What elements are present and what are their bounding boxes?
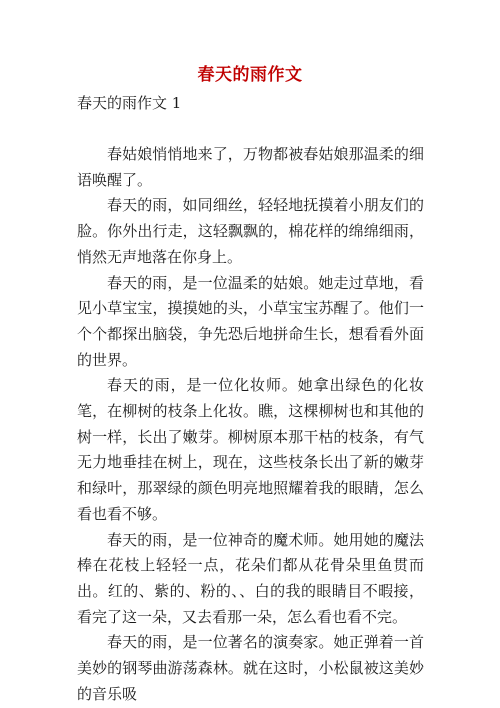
paragraph: 春姑娘悄悄地来了，万物都被春姑娘那温柔的细语唤醒了。	[77, 145, 424, 189]
paragraph: 春天的雨，如同细丝，轻轻地抚摸着小朋友们的脸。你外出行走，这轻飘飘的，棉花样的绵绵细雨，悄然无声地落在你身上。	[77, 196, 424, 266]
document-body	[77, 142, 424, 707]
paragraph: 春天的雨，是一位神奇的魔术师。她用她的魔法棒在花枝上轻轻一点，花朵们都从花骨朵里鱼贯而出。红的、紫的、粉的、、白的我的眼睛目不暇接，看完了这一朵，又去看那一朵，怎么看也看不完。	[77, 530, 424, 626]
document-subtitle: 春天的雨作文 1	[77, 94, 182, 112]
paragraph: 春天的雨，是一位化妆师。她拿出绿色的化妆笔，在柳树的枝条上化妆。瞧，这棵柳树也和其他的树一样，长出了嫩芽。柳树原本那干枯的枝条，有气无力地垂挂在树上，现在，这些枝条长出了新的嫩芽和绿叶，那翠绿的颜色明亮地照耀着我的眼睛，怎么看也看不够。	[77, 376, 424, 523]
paragraph: 春天的雨，是一位著名的演奏家。她正弹着一首美妙的钢琴曲游荡森林。就在这时，小松鼠被这美妙的音乐吸	[77, 633, 424, 703]
paragraph: 春天的雨，是一位温柔的姑娘。她走过草地，看见小草宝宝，摸摸她的头，小草宝宝苏醒了。他们一个个都探出脑袋，争先恐后地拼命生长，想看看外面的世界。	[77, 273, 424, 369]
document-title: 春天的雨作文	[197, 65, 303, 85]
